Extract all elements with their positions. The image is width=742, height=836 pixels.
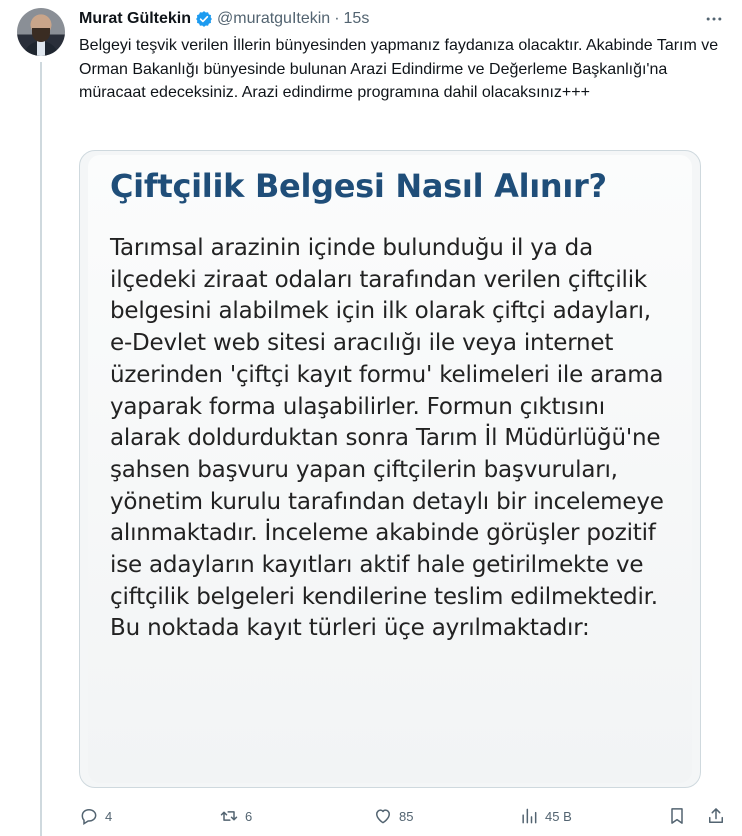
retweet-count: 6	[245, 808, 253, 824]
share-button[interactable]	[706, 804, 726, 828]
reply-button[interactable]	[79, 804, 112, 828]
action-bar	[79, 804, 729, 828]
more-button[interactable]	[700, 8, 728, 30]
like-count: 85	[399, 808, 414, 824]
share-icon	[706, 806, 726, 826]
avatar-shirt	[37, 41, 45, 56]
tweet-text: Belgeyi teşvik verilen İllerin bünyesinden yapmanız faydanıza olacaktır. Akabinde Tarım ve Orman Bakanlığı bünyesinde bulunan Arazi Edindirme ve Değerleme Başkanlığı'na müracaat edeceksiniz. Arazi edindirme programına dahil olacaksınız+++	[79, 37, 719, 101]
retweet-button[interactable]	[219, 804, 252, 828]
reply-count: 4	[105, 808, 113, 824]
like-button[interactable]	[373, 804, 413, 828]
thread-line	[40, 62, 42, 836]
more-dots-icon	[704, 9, 724, 29]
bookmark-button[interactable]	[667, 804, 687, 828]
views-count: 45 B	[545, 808, 572, 824]
avatar[interactable]	[17, 8, 65, 56]
media-card	[88, 155, 692, 783]
tweet-media-image[interactable]	[79, 150, 701, 788]
author-name[interactable]: Murat Gültekin	[79, 10, 192, 27]
views-button[interactable]	[519, 804, 572, 828]
media-title: Çiftçilik Belgesi Nasıl Alınır?	[110, 167, 607, 205]
media-body-text: Tarımsal arazinin içinde bulunduğu il ya da ilçedeki ziraat odaları tarafından verilen çiftçilik belgesini alabilmek için ilk olarak çiftçi adayları, e-Devlet web sitesi aracılığı ile veya internet üzerinden 'çiftçi kayıt formu' kelimeleri ile arama yaparak forma ulaşabilirler. Formun çıktısını alarak doldurduktan sonra Tarım İl Müdürlüğü'ne şahsen başvuru yapan çiftçilerin başvuruları, yönetim kurulu tarafından detaylı bir incelemeye alınmaktadır. İnceleme akabinde görüşler pozitif ise adayların kayıtları aktif hale getirilmekte ve çiftçilik belgeleri kendilerine teslim edilmektedir. Bu noktada kayıt türleri üçe ayrılmaktadır:	[110, 235, 664, 642]
retweet-icon	[219, 806, 239, 826]
author-handle[interactable]: @muratguItekin	[217, 10, 331, 27]
verified-badge-icon[interactable]	[195, 10, 213, 28]
heart-icon	[373, 806, 393, 826]
tweet-time[interactable]: 15s	[343, 10, 370, 27]
avatar-beard	[32, 28, 50, 42]
reply-icon	[79, 806, 99, 826]
views-chart-icon	[519, 806, 539, 826]
tweet-header	[79, 8, 369, 30]
bookmark-icon	[667, 806, 687, 826]
separator-dot: ·	[334, 10, 340, 27]
